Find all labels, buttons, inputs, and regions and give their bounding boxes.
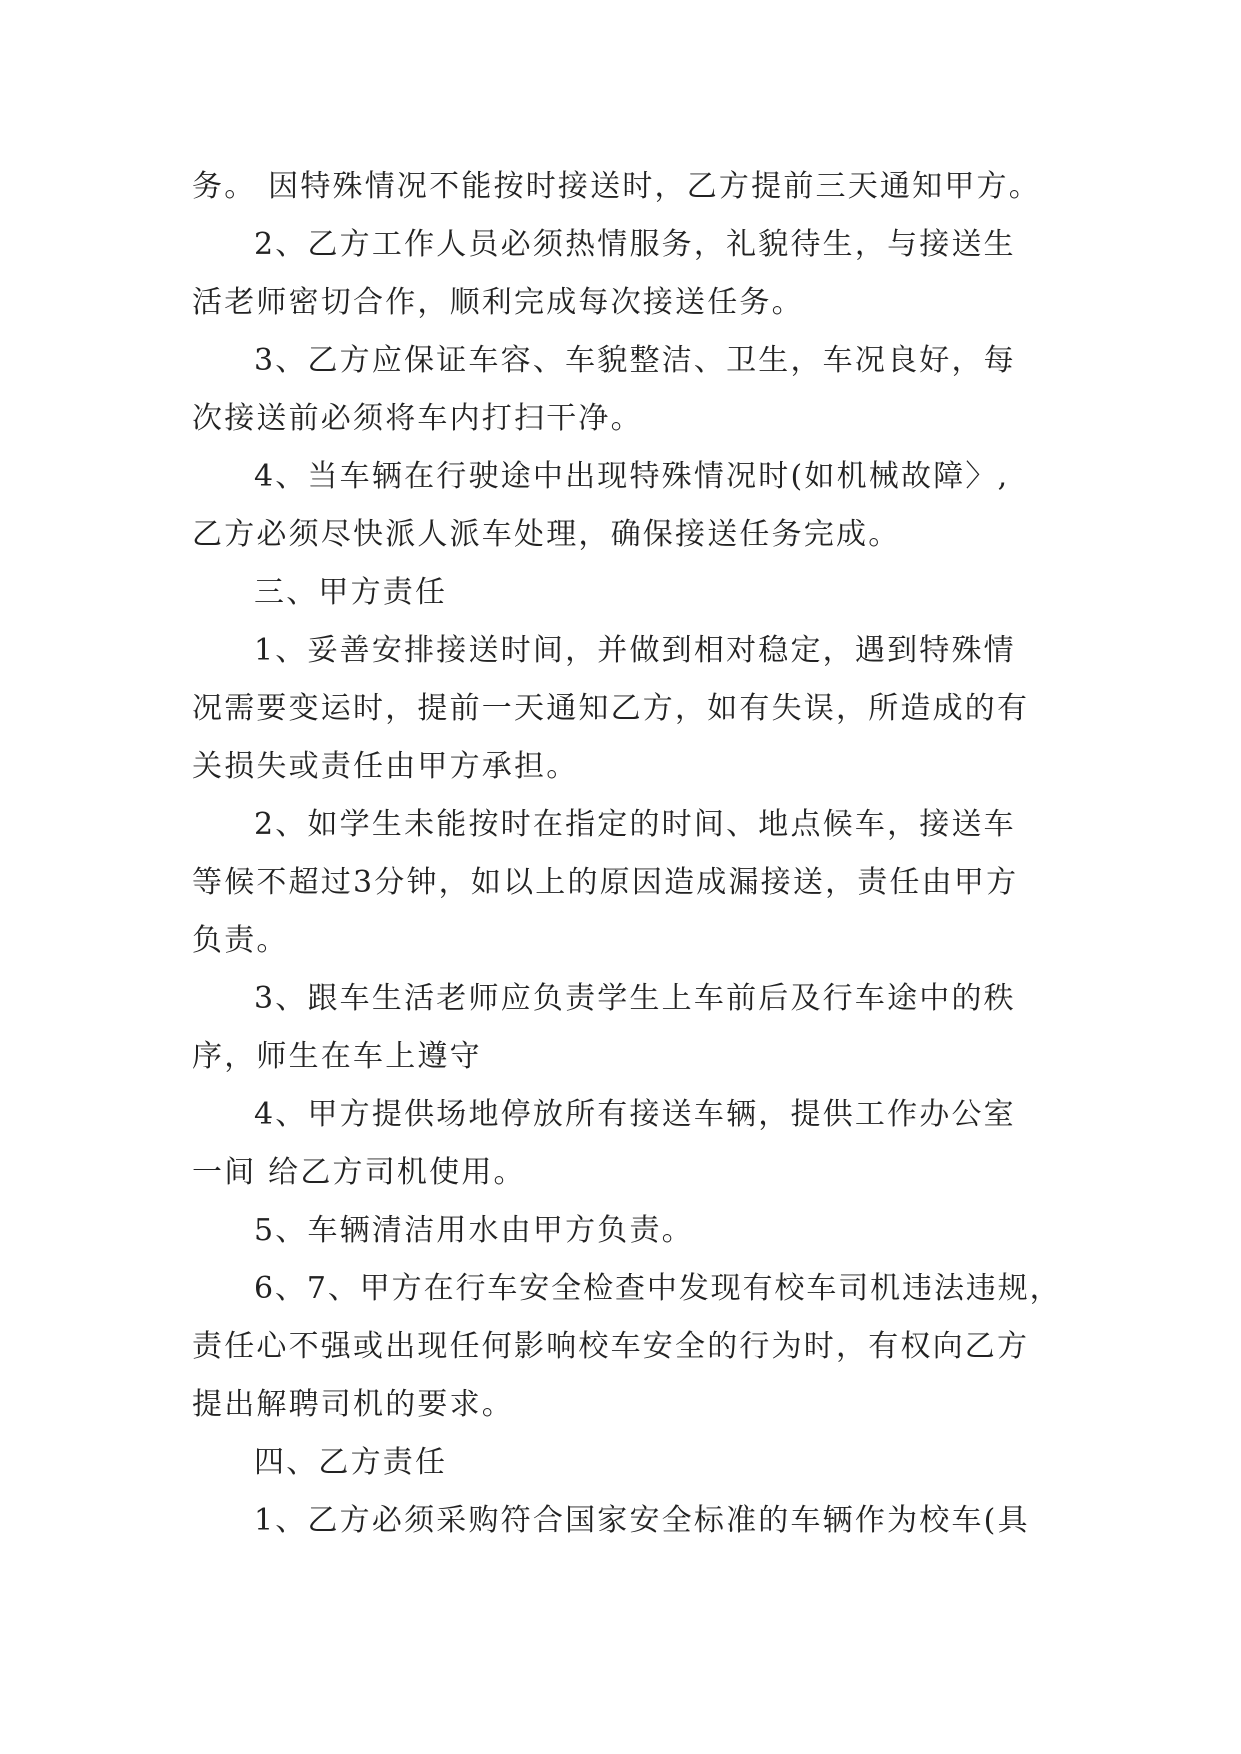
text-line: 3、跟车生活老师应负责学生上车前后及行车途中的秩 — [254, 981, 1016, 1016]
text-line: 4、甲方提供场地停放所有接送车辆，提供工作办公室 — [254, 1097, 1016, 1132]
text-line: 关损失或责任由甲方承担。 — [192, 749, 579, 784]
text-line: 等候不超过3分钟，如以上的原因造成漏接送，责任由甲方 — [192, 865, 1019, 900]
text-line: 负责。 — [192, 923, 289, 958]
text-line: 次接送前必须将车内打扫干净。 — [192, 401, 643, 436]
text-line: 责任心不强或出现任何影响校车安全的行为时，有权向乙方 — [192, 1329, 1030, 1364]
text-line: 2、乙方工作人员必须热情服务，礼貌待生，与接送生 — [254, 227, 1016, 262]
text-line: 1、乙方必须采购符合国家安全标准的车辆作为校车(具 — [254, 1503, 1030, 1538]
document-body — [192, 158, 1062, 1550]
text-line: 1、妥善安排接送时间，并做到相对稳定，遇到特殊情 — [254, 633, 1016, 668]
section-heading: 四、乙方责任 — [254, 1445, 448, 1480]
text-line: 3、乙方应保证车容、车貌整洁、卫生，车况良好，每 — [254, 343, 1016, 378]
text-line: 提出解聘司机的要求。 — [192, 1387, 514, 1422]
section-heading: 三、甲方责任 — [254, 575, 448, 610]
text-line: 乙方必须尽快派人派车处理，确保接送任务完成。 — [192, 517, 901, 552]
text-line: 务。 因特殊情况不能按时接送时，乙方提前三天通知甲方。 — [192, 169, 1041, 204]
text-line: 序，师生在车上遵守 — [192, 1039, 482, 1074]
text-line: 4、当车辆在行驶途中出现特殊情况时(如机械故障〉, — [254, 459, 1010, 494]
text-line: 5、车辆清洁用水由甲方负责。 — [254, 1213, 694, 1248]
text-line: 6、7、甲方在行车安全检查中发现有校车司机违法违规， — [254, 1271, 1062, 1306]
text-line: 一间 给乙方司机使用。 — [192, 1155, 526, 1190]
text-line: 活老师密切合作，顺利完成每次接送任务。 — [192, 285, 804, 320]
text-line: 2、如学生未能按时在指定的时间、地点候车，接送车 — [254, 807, 1016, 842]
text-line: 况需要变运时，提前一天通知乙方，如有失误，所造成的有 — [192, 691, 1030, 726]
